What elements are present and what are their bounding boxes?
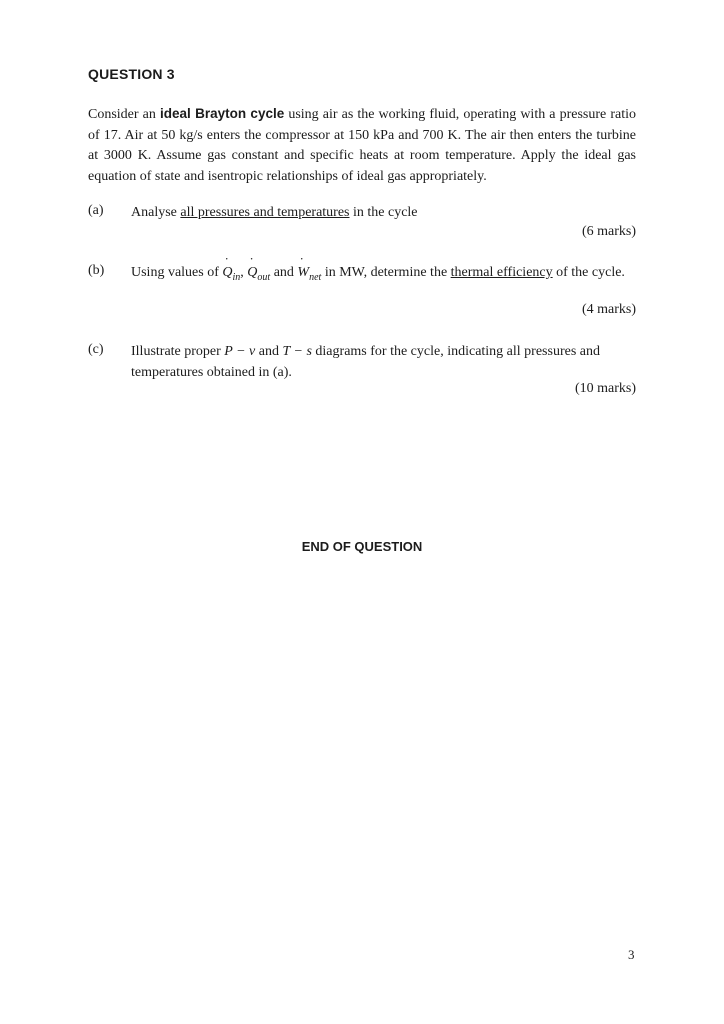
pv-diagram-symbol: P − v xyxy=(224,344,256,359)
q-dot-symbol-2: ˙ Q xyxy=(247,263,257,284)
part-a-marks: (6 marks) xyxy=(581,224,636,239)
intro-text-2: using air as the working fluid, operating with a pressure ratio of 17. Air at 50 kg/s enters the compressor at 150 kPa and 700 K. The air then enters the turbine at 3000 K. Assume gas constant and specific heats at room temperature. Apply the ideal gas equation of state and isentropic relationships of ideal gas appropriately. xyxy=(88,107,637,184)
question-intro xyxy=(88,104,636,187)
part-b-label: (b) xyxy=(88,263,105,278)
part-b-text-3: in MW, determine the xyxy=(321,265,451,280)
page-number: 3 xyxy=(628,947,635,962)
intro-text-1: Consider an xyxy=(88,107,160,122)
part-b-marks: (4 marks) xyxy=(581,302,636,317)
q-dot-symbol: ˙ Q xyxy=(222,263,232,284)
part-c-marks: (10 marks) xyxy=(574,381,636,396)
part-b-text-1: Using values of xyxy=(131,265,223,280)
part-c-text-1: Illustrate proper xyxy=(131,344,225,359)
part-c-text-2: and xyxy=(255,344,283,359)
q-in-subscript: in xyxy=(232,271,241,283)
part-b-text-4: of the cycle. xyxy=(552,265,625,280)
part-c-label: (c) xyxy=(88,342,104,357)
part-a-text-2: in the cycle xyxy=(349,205,418,220)
part-a-label: (a) xyxy=(88,203,104,218)
part-a-text xyxy=(131,203,636,224)
part-a-underlined: all pressures and temperatures xyxy=(180,205,350,220)
w-dot-symbol: ˙ W xyxy=(297,263,309,284)
w-net-subscript: net xyxy=(309,271,322,283)
part-a-text-1: Analyse xyxy=(131,205,181,220)
ts-diagram-symbol: T − s xyxy=(282,344,312,359)
end-of-question: END OF QUESTION xyxy=(301,539,423,554)
part-b-comma: , xyxy=(240,265,248,280)
part-b-underlined: thermal efficiency xyxy=(450,265,553,280)
intro-bold-term: ideal Brayton cycle xyxy=(159,106,285,121)
part-b-text xyxy=(131,263,636,288)
part-c-text-3: diagrams for the cycle, indicating all pressures and temperatures obtained in (a). xyxy=(131,344,600,380)
q-out-subscript: out xyxy=(257,271,271,283)
question-heading: QUESTION 3 xyxy=(88,66,175,82)
part-b-text-2: and xyxy=(270,265,298,280)
part-c-text xyxy=(131,342,636,383)
